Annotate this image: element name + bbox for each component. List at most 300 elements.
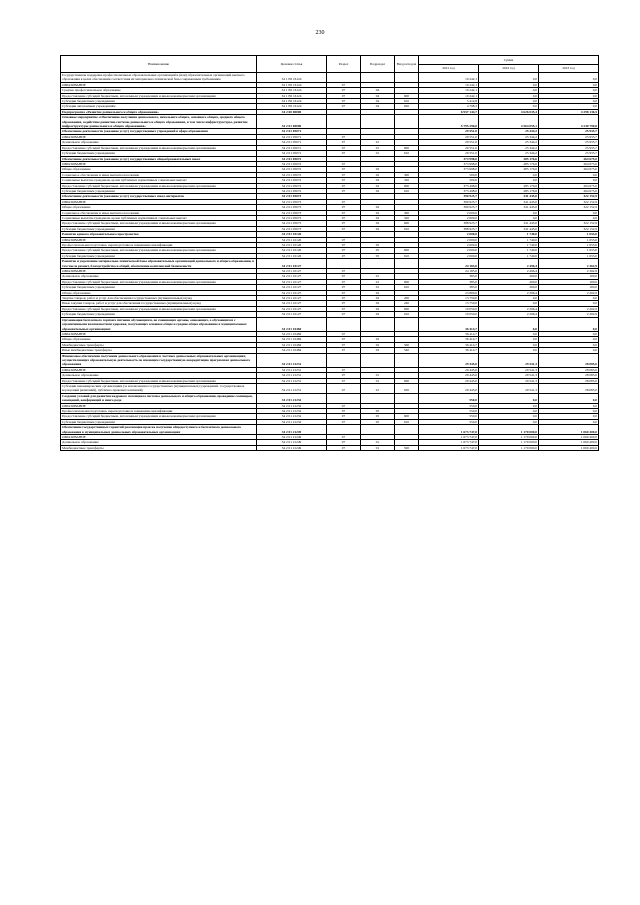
cell-amount-2023: 0,0 [539, 317, 599, 331]
table-row [61, 115, 599, 129]
cell-amount-2021: 13 750,0 [419, 296, 479, 301]
cell-expense-type [395, 317, 419, 331]
cell-target-article: 34 2 01 10127 [257, 306, 327, 311]
cell-amount-2022: 0,0 [479, 178, 539, 183]
cell-subsection [361, 393, 395, 403]
cell-name: Организация бесплатного горячего питания обучающихся, не сменяющих органы, опекающих, о обучающихся с ограниченными возможностями здоровья, получающих основное общее и среднее общее образование в муниципальных образовательных организациях [61, 317, 257, 331]
cell-subsection [361, 353, 395, 367]
cell-subsection: 02 [361, 312, 395, 317]
cell-name: Среднее профессиональное образование [61, 88, 257, 93]
cell-amount-2023: 25 935,7 [539, 145, 599, 150]
header-amount: Сумма [419, 56, 599, 65]
cell-name: Социальное обеспечение и иные выплаты населению [61, 210, 257, 215]
cell-amount-2023: 264 675,0 [539, 183, 599, 188]
cell-amount-2022: 200,0 [479, 285, 539, 290]
cell-amount-2022: 1 740,0 [479, 248, 539, 253]
cell-amount-2022: 200,0 [479, 279, 539, 284]
cell-expense-type: 600 [395, 145, 419, 150]
cell-amount-2023: 4 240 790,8 [539, 115, 599, 129]
cell-target-article: 34 2 01 10127 [257, 301, 327, 306]
cell-amount-2023: 25 935,7 [539, 129, 599, 134]
cell-name: Обеспечение деятельности (оказание услуг) государственных школ-интернатов [61, 194, 257, 199]
cell-amount-2023: 0,0 [539, 99, 599, 104]
cell-subsection: 01 [361, 140, 395, 145]
cell-amount-2021: 10 242,1 [419, 82, 479, 87]
cell-amount-2021: 2 000,0 [419, 215, 479, 220]
cell-amount-2023: 100,0 [539, 274, 599, 279]
cell-name: ОБРАЗОВАНИЕ [61, 403, 257, 408]
header-subsection: Подраздел [361, 56, 395, 73]
cell-section: 07 [327, 215, 361, 220]
cell-amount-2023: 1 653,0 [539, 253, 599, 258]
budget-table [60, 55, 599, 451]
cell-section: 07 [327, 296, 361, 301]
cell-amount-2022: 341 445,0 [479, 205, 539, 210]
cell-amount-2023: 28 085,0 [539, 378, 599, 383]
cell-amount-2022: 0,0 [479, 393, 539, 403]
cell-amount-2023: 0,0 [539, 393, 599, 403]
cell-section: 07 [327, 331, 361, 336]
cell-amount-2022: 0,0 [479, 210, 539, 215]
cell-subsection: 05 [361, 419, 395, 424]
cell-amount-2021: 10 050,0 [419, 312, 479, 317]
cell-name: ОБРАЗОВАНИЕ [61, 199, 257, 204]
cell-name: ОБРАЗОВАНИЕ [61, 82, 257, 87]
cell-expense-type [395, 425, 419, 435]
cell-name: Общее образование [61, 205, 257, 210]
cell-target-article: 34 2 01 21232 [257, 414, 327, 419]
cell-amount-2022: 29 541,3 [479, 378, 539, 383]
cell-target-article: 34 2 01 05072 [257, 188, 327, 193]
header-section: Раздел [327, 56, 361, 73]
cell-amount-2023: 28 085,0 [539, 383, 599, 393]
cell-expense-type [395, 353, 419, 367]
cell-subsection: 02 [361, 301, 395, 306]
cell-amount-2021: 390 925,7 [419, 194, 479, 199]
cell-amount-2021: 36 414,7 [419, 348, 479, 353]
cell-subsection: 01 [361, 445, 395, 450]
cell-amount-2023: 28 085,0 [539, 353, 599, 367]
cell-target-article: 34 2 01 05072 [257, 167, 327, 172]
cell-amount-2023: 25 935,7 [539, 151, 599, 156]
cell-amount-2023: 264 675,0 [539, 167, 599, 172]
cell-name: Развитие единого образовательного пространства [61, 232, 257, 237]
cell-subsection: 01 [361, 373, 395, 378]
cell-section: 07 [327, 199, 361, 204]
cell-amount-2022: 0,0 [479, 88, 539, 93]
cell-name: Иные закупки товаров, работ и услуг для обеспечения государственных (муниципальных) нужд [61, 301, 257, 306]
cell-amount-2023: 0,0 [539, 296, 599, 301]
cell-amount-2022: 0,0 [479, 342, 539, 347]
cell-amount-2023: 0,0 [539, 210, 599, 215]
cell-amount-2022: 29 541,3 [479, 353, 539, 367]
cell-section [327, 115, 361, 129]
cell-amount-2022: 25 344,2 [479, 134, 539, 139]
header-year-2021: 2021 год [419, 64, 479, 73]
cell-amount-2022: 0,0 [479, 317, 539, 331]
cell-amount-2021: 550,0 [419, 393, 479, 403]
cell-amount-2021: 2 000,0 [419, 210, 479, 215]
cell-target-article: 34 2 01 10127 [257, 290, 327, 295]
cell-target-article: 34 2 01 10484 [257, 348, 327, 353]
cell-amount-2021: 550,0 [419, 414, 479, 419]
cell-name: Создание условий для развития кадрового потенциала системы дошкольного и общего образования, проведение семинаров, совещаний, конференций и иного рода [61, 393, 257, 403]
cell-amount-2021: 2 000,0 [419, 253, 479, 258]
cell-amount-2021: 500,0 [419, 172, 479, 177]
cell-subsection [361, 115, 395, 129]
cell-section: 07 [327, 237, 361, 242]
cell-subsection: 02 [361, 205, 395, 210]
cell-target-article: 34 2 01 05072 [257, 172, 327, 177]
cell-expense-type: 620 [395, 104, 419, 109]
cell-target-article: 34 2 01 21232 [257, 409, 327, 414]
cell-target-article: 34 2 01 10127 [257, 259, 327, 269]
cell-amount-2021: 6 957 144,7 [419, 109, 479, 114]
cell-name: Предоставление субсидий бюджетным, автономным учреждениям и иным некоммерческим организациям [61, 248, 257, 253]
cell-amount-2022: 0,0 [479, 419, 539, 424]
cell-target-article: 34 2 01 05071 [257, 151, 327, 156]
cell-name: Межбюджетные трансферты [61, 445, 257, 450]
table-row [61, 73, 599, 83]
cell-name: Социальное обеспечение и иные выплаты населению [61, 172, 257, 177]
cell-amount-2021: 29 445,0 [419, 367, 479, 372]
cell-amount-2021: 10 050,0 [419, 306, 479, 311]
cell-section: 07 [327, 348, 361, 353]
header-name: Наименование [61, 56, 257, 73]
cell-amount-2022: 200,0 [479, 274, 539, 279]
cell-target-article: 34 2 01 05071 [257, 129, 327, 134]
cell-amount-2021: 36 414,7 [419, 342, 479, 347]
cell-subsection [361, 317, 395, 331]
cell-name: Общее образование [61, 337, 257, 342]
table-row [61, 425, 599, 435]
cell-amount-2023: 322 152,9 [539, 221, 599, 226]
cell-name: Обеспечение деятельности (оказание услуг) государственных общеобразовательных школ [61, 156, 257, 161]
cell-amount-2021: 373 998,0 [419, 161, 479, 166]
cell-target-article: 34 2 01 05072 [257, 161, 327, 166]
cell-amount-2023: 0,0 [539, 419, 599, 424]
cell-section [327, 259, 361, 269]
cell-expense-type: 600 [395, 414, 419, 419]
cell-expense-type: 610 [395, 253, 419, 258]
cell-section: 07 [327, 226, 361, 231]
cell-amount-2023: 28 085,0 [539, 367, 599, 372]
cell-section: 07 [327, 161, 361, 166]
cell-amount-2023: 1 653,0 [539, 237, 599, 242]
cell-target-article: 34 2 01 05073 [257, 205, 327, 210]
cell-subsection: 02 [361, 172, 395, 177]
cell-name: Предоставление субсидий бюджетным, автономным учреждениям и иным некоммерческим организациям [61, 183, 257, 188]
cell-amount-2023: 1 060 400,0 [539, 425, 599, 435]
cell-target-article: 34 2 01 21232 [257, 403, 327, 408]
cell-section: 07 [327, 279, 361, 284]
cell-amount-2022: 341 445,0 [479, 226, 539, 231]
cell-amount-2021: 13 750,0 [419, 301, 479, 306]
cell-amount-2023: 0,0 [539, 414, 599, 419]
cell-subsection: 01 [361, 279, 395, 284]
cell-amount-2021: 10 242,1 [419, 88, 479, 93]
cell-name: Обеспечение деятельности (оказание услуг) государственных учреждений в сфере образования [61, 129, 257, 134]
cell-expense-type: 540 [395, 348, 419, 353]
cell-subsection: 02 [361, 290, 395, 295]
cell-target-article: 34 2 01 10127 [257, 269, 327, 274]
cell-amount-2023: 1 060 400,0 [539, 445, 599, 450]
cell-subsection: 05 [361, 248, 395, 253]
cell-amount-2023: 1 060 400,0 [539, 440, 599, 445]
cell-amount-2022: 2 496,4 [479, 269, 539, 274]
cell-target-article: 34 2 01 21249 [257, 440, 327, 445]
cell-amount-2021: 36 414,7 [419, 331, 479, 336]
cell-amount-2022: 2 296,4 [479, 312, 539, 317]
cell-name: Субсидии бюджетным учреждениям [61, 285, 257, 290]
cell-amount-2021: 388 925,7 [419, 226, 479, 231]
cell-amount-2023: 0,0 [539, 403, 599, 408]
cell-name: Субсидии бюджетным учреждениям [61, 99, 257, 104]
cell-name: ОБРАЗОВАНИЕ [61, 331, 257, 336]
cell-name: Социальные выплаты гражданам, кроме публичных нормативных социальных выплат [61, 178, 257, 183]
cell-expense-type: 600 [395, 279, 419, 284]
cell-target-article: 34 2 01 10127 [257, 279, 327, 284]
cell-name: Профессиональная подготовка, переподготовка и повышение квалификации [61, 243, 257, 248]
cell-section [327, 317, 361, 331]
cell-target-article: 34 2 01 21231 [257, 353, 327, 367]
cell-section: 07 [327, 285, 361, 290]
cell-subsection: 02 [361, 337, 395, 342]
cell-amount-2023: 0,0 [539, 301, 599, 306]
cell-amount-2022: 0,0 [479, 348, 539, 353]
cell-target-article: 34 2 01 05072 [257, 156, 327, 161]
cell-subsection: 02 [361, 188, 395, 193]
cell-amount-2021: 29 551,0 [419, 134, 479, 139]
cell-amount-2021: 383,0 [419, 279, 479, 284]
cell-amount-2021: 29 551,0 [419, 129, 479, 134]
cell-subsection: 02 [361, 296, 395, 301]
cell-section: 07 [327, 93, 361, 98]
cell-amount-2021: 383,0 [419, 285, 479, 290]
cell-expense-type: 610 [395, 99, 419, 104]
cell-amount-2023: 25 935,7 [539, 140, 599, 145]
cell-amount-2023: 0,0 [539, 331, 599, 336]
cell-section: 07 [327, 306, 361, 311]
cell-section: 07 [327, 419, 361, 424]
cell-amount-2021: 24 183,0 [419, 269, 479, 274]
cell-section: 07 [327, 134, 361, 139]
header-year-2022: 2022 год [479, 64, 539, 73]
cell-amount-2023: 2 262,9 [539, 306, 599, 311]
cell-amount-2022: 25 344,2 [479, 145, 539, 150]
cell-section: 07 [327, 151, 361, 156]
cell-target-article: 34 2 01 10484 [257, 342, 327, 347]
cell-amount-2023: 1 060 400,0 [539, 435, 599, 440]
cell-subsection: 01 [361, 440, 395, 445]
cell-amount-2022: 1 740,0 [479, 237, 539, 242]
cell-section: 07 [327, 172, 361, 177]
cell-name: Дошкольное образование [61, 140, 257, 145]
cell-subsection: 02 [361, 342, 395, 347]
cell-amount-2023: 0,0 [539, 409, 599, 414]
cell-amount-2022: 29 541,3 [479, 367, 539, 372]
cell-name: Субсидии бюджетным учреждениям [61, 312, 257, 317]
cell-name: Профессиональная подготовка, переподготовка и повышение квалификации [61, 409, 257, 414]
cell-expense-type: 500 [395, 445, 419, 450]
cell-name: ОБРАЗОВАНИЕ [61, 161, 257, 166]
cell-amount-2021: 383,0 [419, 274, 479, 279]
cell-amount-2023: 0,0 [539, 215, 599, 220]
cell-name: Субсидии бюджетным учреждениям [61, 188, 257, 193]
cell-expense-type: 600 [395, 378, 419, 383]
cell-subsection: 01 [361, 145, 395, 150]
cell-name: Субсидии бюджетным учреждениям [61, 226, 257, 231]
cell-section: 07 [327, 367, 361, 372]
cell-amount-2022: 1 740,0 [479, 232, 539, 237]
cell-subsection: 05 [361, 243, 395, 248]
cell-amount-2021: 5 412,8 [419, 99, 479, 104]
cell-section: 07 [327, 183, 361, 188]
cell-amount-2022: 25 344,2 [479, 140, 539, 145]
cell-expense-type: 500 [395, 342, 419, 347]
cell-amount-2021: 2 000,0 [419, 232, 479, 237]
cell-name: Субсидии бюджетным учреждениям [61, 151, 257, 156]
cell-amount-2023: 0,0 [539, 88, 599, 93]
cell-target-article: 34 1 E6 16124 [257, 82, 327, 87]
cell-subsection: 02 [361, 210, 395, 215]
cell-subsection: 04 [361, 88, 395, 93]
header-row-1 [61, 56, 599, 65]
cell-amount-2023: 264 675,0 [539, 156, 599, 161]
cell-target-article: 34 2 01 21249 [257, 435, 327, 440]
cell-target-article: 34 2 01 05072 [257, 178, 327, 183]
cell-amount-2021: 29 445,0 [419, 378, 479, 383]
cell-amount-2023: 28 085,0 [539, 373, 599, 378]
cell-subsection: 02 [361, 215, 395, 220]
cell-amount-2023: 1 653,0 [539, 243, 599, 248]
cell-amount-2021: 390 925,7 [419, 199, 479, 204]
cell-amount-2021: 2 000,0 [419, 237, 479, 242]
cell-target-article: 34 2 01 21231 [257, 378, 327, 383]
cell-subsection: 02 [361, 226, 395, 231]
cell-section: 07 [327, 167, 361, 172]
cell-amount-2022: 1 740,0 [479, 243, 539, 248]
cell-target-article: 34 2 01 10126 [257, 237, 327, 242]
cell-subsection: 04 [361, 104, 395, 109]
cell-amount-2021: 1 673 747,0 [419, 440, 479, 445]
cell-amount-2023: 0,0 [539, 172, 599, 177]
cell-subsection: 01 [361, 285, 395, 290]
cell-name: Обеспечение государственных гарантий реализации прав на получение общедоступного и бесплатного дошкольного образования в муниципальных дошкольных образовательных организациях [61, 425, 257, 435]
cell-amount-2022: 0,0 [479, 172, 539, 177]
cell-section [327, 393, 361, 403]
cell-name: Предоставление субсидий бюджетным, автономным учреждениям и иным некоммерческим организациям [61, 306, 257, 311]
cell-section: 07 [327, 445, 361, 450]
cell-name: Предоставление субсидий бюджетным, автономным учреждениям и иным некоммерческим организациям [61, 279, 257, 284]
cell-target-article: 34 2 01 10127 [257, 312, 327, 317]
cell-section: 07 [327, 440, 361, 445]
cell-amount-2023: 0,0 [539, 93, 599, 98]
cell-subsection [361, 425, 395, 435]
cell-amount-2022: 0,0 [479, 215, 539, 220]
cell-section: 07 [327, 145, 361, 150]
cell-amount-2021: 2 000,0 [419, 248, 479, 253]
cell-amount-2021: 373 998,0 [419, 156, 479, 161]
cell-section: 07 [327, 337, 361, 342]
cell-amount-2022: 0,0 [479, 93, 539, 98]
cell-amount-2023: 264 675,0 [539, 161, 599, 166]
cell-amount-2021: 10 242,1 [419, 93, 479, 98]
cell-target-article: 34 2 01 10127 [257, 274, 327, 279]
cell-section: 07 [327, 383, 361, 393]
cell-subsection: 02 [361, 178, 395, 183]
cell-amount-2022: 285 176,6 [479, 167, 539, 172]
cell-section: 07 [327, 243, 361, 248]
cell-subsection: 01 [361, 383, 395, 393]
cell-target-article: 34 1 E6 16124 [257, 73, 327, 83]
cell-target-article: 34 2 01 10484 [257, 317, 327, 331]
cell-subsection: 05 [361, 414, 395, 419]
cell-section: 07 [327, 99, 361, 104]
cell-amount-2022: 4 626 035,4 [479, 109, 539, 114]
cell-target-article: 34 2 01 21249 [257, 445, 327, 450]
cell-amount-2021: 29 551,0 [419, 145, 479, 150]
cell-section: 07 [327, 342, 361, 347]
cell-amount-2021: 4 798,3 [419, 104, 479, 109]
cell-amount-2022: 0,0 [479, 331, 539, 336]
cell-amount-2022: 1 170 000,0 [479, 440, 539, 445]
cell-name: Общее образование [61, 167, 257, 172]
cell-section: 07 [327, 373, 361, 378]
cell-amount-2023: 0,0 [539, 73, 599, 83]
cell-target-article: 34 2 01 05073 [257, 226, 327, 231]
cell-section: 07 [327, 188, 361, 193]
cell-subsection: 01 [361, 151, 395, 156]
table-row [61, 445, 599, 450]
cell-expense-type: 240 [395, 301, 419, 306]
cell-expense-type: 610 [395, 285, 419, 290]
cell-name: Дошкольное образование [61, 274, 257, 279]
cell-target-article: 34 2 01 10126 [257, 232, 327, 237]
cell-name: ОБРАЗОВАНИЕ [61, 269, 257, 274]
cell-section: 07 [327, 205, 361, 210]
cell-name: ОБРАЗОВАНИЕ [61, 134, 257, 139]
cell-expense-type: 320 [395, 178, 419, 183]
cell-amount-2022: 0,0 [479, 99, 539, 104]
cell-target-article: 34 2 01 21231 [257, 367, 327, 372]
cell-expense-type [395, 73, 419, 83]
cell-amount-2023: 322 152,9 [539, 226, 599, 231]
cell-amount-2023: 322 152,9 [539, 205, 599, 210]
cell-target-article: 34 2 01 05071 [257, 145, 327, 150]
cell-amount-2021: 36 414,7 [419, 317, 479, 331]
cell-target-article: 34 1 E6 16124 [257, 88, 327, 93]
header-expense-type: Вид расходов [395, 56, 419, 73]
cell-section: 07 [327, 248, 361, 253]
cell-name: Предоставление субсидий бюджетным, автономным учреждениям и иным некоммерческим организациям [61, 145, 257, 150]
cell-subsection: 02 [361, 221, 395, 226]
cell-amount-2021: 1 673 747,0 [419, 425, 479, 435]
cell-target-article: 34 2 01 21231 [257, 383, 327, 393]
cell-expense-type: 610 [395, 226, 419, 231]
cell-target-article: 34 2 01 05071 [257, 134, 327, 139]
cell-target-article: 34 2 01 05073 [257, 215, 327, 220]
cell-amount-2022: 1 170 000,0 [479, 435, 539, 440]
cell-amount-2022: 0,0 [479, 337, 539, 342]
cell-amount-2022: 0,0 [479, 409, 539, 414]
cell-amount-2022: 285 176,6 [479, 156, 539, 161]
cell-amount-2021: 29 445,0 [419, 383, 479, 393]
cell-target-article: 34 2 01 10126 [257, 253, 327, 258]
cell-amount-2023: 0,0 [539, 82, 599, 87]
cell-amount-2023: 2 262,9 [539, 290, 599, 295]
cell-target-article: 34 2 01 05073 [257, 199, 327, 204]
